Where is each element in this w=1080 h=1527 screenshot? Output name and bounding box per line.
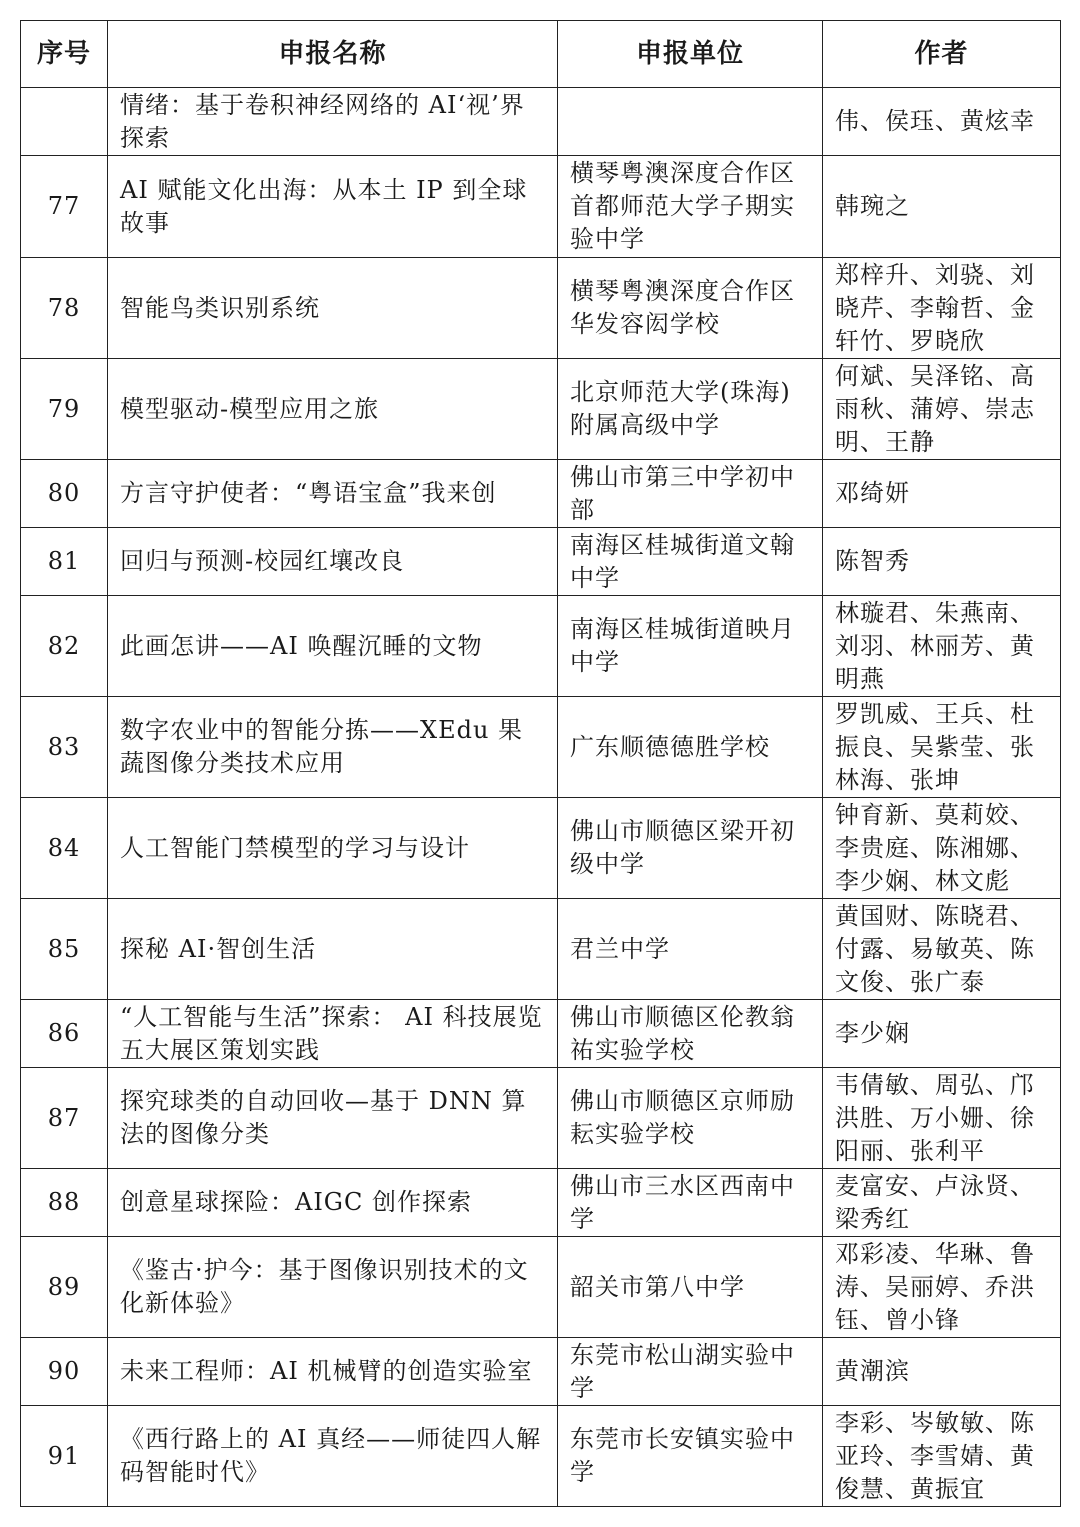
row-authors: 伟、侯珏、黄炫幸 (823, 88, 1061, 156)
table-row (21, 528, 1061, 596)
table-row (21, 1237, 1061, 1338)
row-name: 智能鸟类识别系统 (108, 258, 558, 359)
row-unit: 佛山市顺德区京师励耘实验学校 (558, 1068, 823, 1169)
row-authors: 韩琬之 (823, 156, 1061, 258)
table-row (21, 1338, 1061, 1406)
row-number: 84 (21, 798, 108, 899)
table-row (21, 88, 1061, 156)
table-row (21, 1068, 1061, 1169)
row-name: 《西行路上的 AI 真经——师徒四人解码智能时代》 (108, 1406, 558, 1507)
row-authors: 李彩、岑敏敏、陈亚玲、李雪婧、黄俊慧、黄振宜 (823, 1406, 1061, 1507)
row-unit: 北京师范大学(珠海)附属高级中学 (558, 359, 823, 460)
row-name: 模型驱动-模型应用之旅 (108, 359, 558, 460)
row-name: 回归与预测-校园红壤改良 (108, 528, 558, 596)
table-row (21, 798, 1061, 899)
row-authors: 钟育新、莫莉姣、李贵庭、陈湘娜、李少娴、林文彪 (823, 798, 1061, 899)
table-body (21, 88, 1061, 1507)
header-unit: 申报单位 (558, 21, 823, 88)
table-row (21, 1406, 1061, 1507)
row-unit: 东莞市松山湖实验中学 (558, 1338, 823, 1406)
row-number: 77 (21, 156, 108, 258)
table-row (21, 1169, 1061, 1237)
row-number: 85 (21, 899, 108, 1000)
row-number: 82 (21, 596, 108, 697)
row-number: 80 (21, 460, 108, 528)
row-authors: 李少娴 (823, 1000, 1061, 1068)
row-number: 83 (21, 697, 108, 798)
row-unit: 韶关市第八中学 (558, 1237, 823, 1338)
row-authors: 黄潮滨 (823, 1338, 1061, 1406)
table-row (21, 596, 1061, 697)
row-authors: 林璇君、朱燕南、刘羽、林丽芳、黄明燕 (823, 596, 1061, 697)
row-authors: 黄国财、陈晓君、付露、易敏英、陈文俊、张广泰 (823, 899, 1061, 1000)
row-number: 87 (21, 1068, 108, 1169)
row-authors: 邓彩凌、华琳、鲁涛、吴丽婷、乔洪钰、曾小锋 (823, 1237, 1061, 1338)
row-authors: 麦富安、卢泳贤、梁秀红 (823, 1169, 1061, 1237)
row-number: 89 (21, 1237, 108, 1338)
row-authors: 邓绮妍 (823, 460, 1061, 528)
row-name: 未来工程师：AI 机械臂的创造实验室 (108, 1338, 558, 1406)
row-unit (558, 88, 823, 156)
table-row (21, 359, 1061, 460)
row-authors: 何斌、吴泽铭、高雨秋、蒲婷、崇志明、王静 (823, 359, 1061, 460)
row-name: 探秘 AI·智创生活 (108, 899, 558, 1000)
row-name: 数字农业中的智能分拣——XEdu 果蔬图像分类技术应用 (108, 697, 558, 798)
submission-table (20, 20, 1061, 1507)
header-name: 申报名称 (108, 21, 558, 88)
row-unit: 佛山市顺德区梁开初级中学 (558, 798, 823, 899)
header-row (21, 21, 1061, 88)
row-name: 情绪：基于卷积神经网络的 AI‘视’界探索 (108, 88, 558, 156)
row-number: 90 (21, 1338, 108, 1406)
table-row (21, 258, 1061, 359)
row-unit: 横琴粤澳深度合作区华发容闳学校 (558, 258, 823, 359)
row-unit: 佛山市顺德区伦教翁祐实验学校 (558, 1000, 823, 1068)
row-name: 方言守护使者：“粤语宝盒”我来创 (108, 460, 558, 528)
row-name: 创意星球探险：AIGC 创作探索 (108, 1169, 558, 1237)
row-unit: 横琴粤澳深度合作区首都师范大学子期实验中学 (558, 156, 823, 258)
row-number: 86 (21, 1000, 108, 1068)
row-unit: 广东顺德德胜学校 (558, 697, 823, 798)
row-name: 探究球类的自动回收—基于 DNN 算法的图像分类 (108, 1068, 558, 1169)
row-number: 79 (21, 359, 108, 460)
row-name: 人工智能门禁模型的学习与设计 (108, 798, 558, 899)
row-unit: 东莞市长安镇实验中学 (558, 1406, 823, 1507)
row-authors: 罗凯威、王兵、杜振良、吴紫莹、张林海、张坤 (823, 697, 1061, 798)
row-authors: 陈智秀 (823, 528, 1061, 596)
row-unit: 君兰中学 (558, 899, 823, 1000)
table-row (21, 460, 1061, 528)
row-number (21, 88, 108, 156)
row-number: 78 (21, 258, 108, 359)
row-number: 88 (21, 1169, 108, 1237)
row-number: 81 (21, 528, 108, 596)
row-name: 《鉴古·护今：基于图像识别技术的文化新体验》 (108, 1237, 558, 1338)
row-name: “人工智能与生活”探索： AI 科技展览五大展区策划实践 (108, 1000, 558, 1068)
header-authors: 作者 (823, 21, 1061, 88)
row-unit: 南海区桂城街道文翰中学 (558, 528, 823, 596)
row-unit: 佛山市第三中学初中部 (558, 460, 823, 528)
table-row (21, 899, 1061, 1000)
row-number: 91 (21, 1406, 108, 1507)
row-authors: 韦倩敏、周弘、邝洪胜、万小姗、徐阳丽、张利平 (823, 1068, 1061, 1169)
table-row (21, 697, 1061, 798)
row-name: 此画怎讲——AI 唤醒沉睡的文物 (108, 596, 558, 697)
table-row (21, 156, 1061, 258)
row-unit: 南海区桂城街道映月中学 (558, 596, 823, 697)
header-number: 序号 (21, 21, 108, 88)
row-authors: 郑梓升、刘骁、刘晓芹、李翰哲、金轩竹、罗晓欣 (823, 258, 1061, 359)
row-unit: 佛山市三水区西南中学 (558, 1169, 823, 1237)
table-row (21, 1000, 1061, 1068)
row-name: AI 赋能文化出海：从本土 IP 到全球故事 (108, 156, 558, 258)
